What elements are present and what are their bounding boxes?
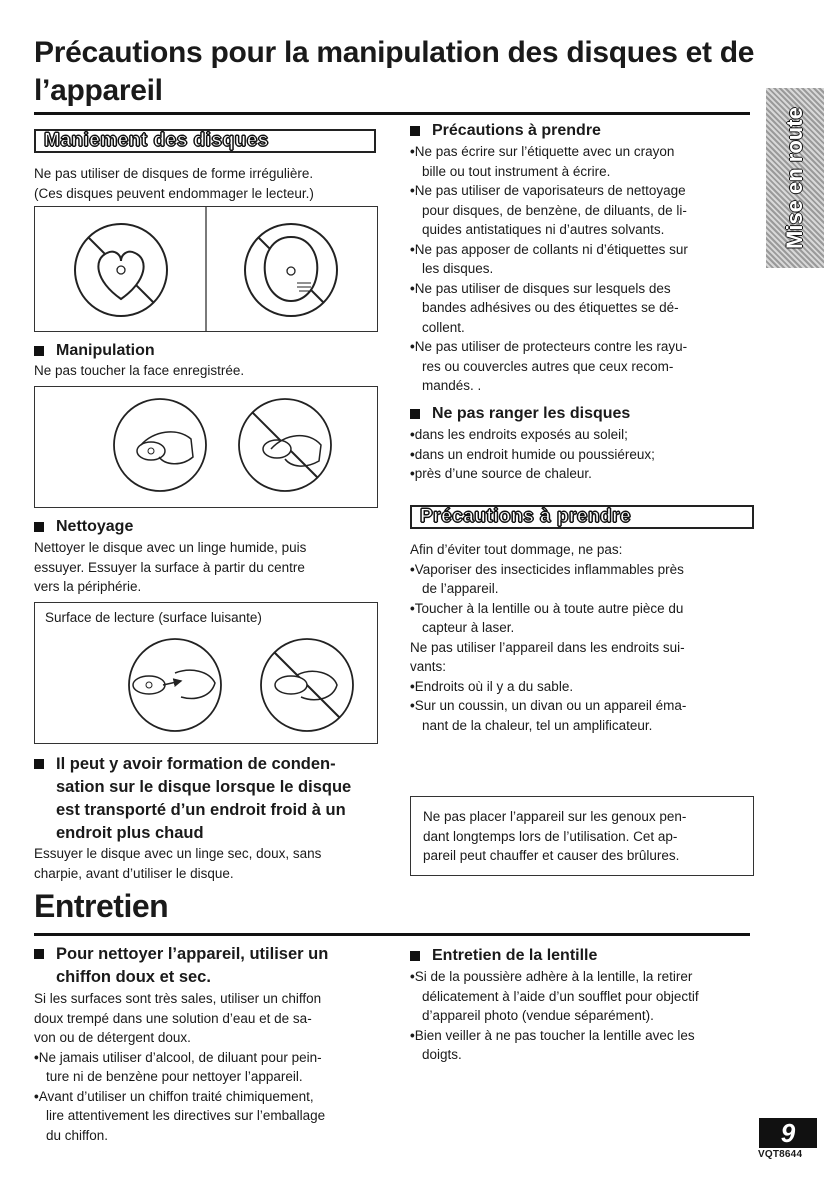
- storage-heading: Ne pas ranger les disques: [410, 403, 630, 425]
- text-line: Si les surfaces sont très sales, utiliser un chiffon: [34, 991, 322, 1006]
- lens-list: [410, 967, 755, 1065]
- irregular-discs-illustration: [35, 207, 377, 331]
- heading-line: sation sur le disque lorsque le disque: [56, 778, 352, 796]
- clean-device-text: [34, 989, 379, 1145]
- heading-line: endroit plus chaud: [56, 824, 204, 842]
- reading-surface-label: Surface de lecture (surface luisante): [45, 610, 262, 625]
- list-item: • Ne pas utiliser de vaporisateurs de nettoyage pour disques, de benzène, de diluants, de li- quides antistatiques ni d’autres solvants.: [410, 181, 755, 240]
- list-item: • Ne pas apposer de collants ni d’étiquettes sur les disques.: [410, 240, 755, 279]
- cleaning-figure: [34, 602, 378, 744]
- list-item: • Endroits où il y a du sable.: [410, 677, 755, 697]
- condensation-text: [34, 844, 379, 883]
- text-line: dant longtemps lors de l’utilisation. Cet ap-: [423, 828, 678, 844]
- text-line: pareil peut chauffer et causer des brûlures.: [423, 848, 680, 863]
- bullet-square: [410, 126, 420, 136]
- manipulation-illustration: [35, 387, 377, 507]
- warning-text: [423, 807, 753, 866]
- lens-heading: Entretien de la lentille: [410, 945, 597, 967]
- device-heading-box: [410, 505, 754, 529]
- model-code: VQT8644: [758, 1149, 803, 1160]
- bullet-square: [410, 951, 420, 961]
- list-item: • Toucher à la lentille ou à toute autre pièce du capteur à laser.: [410, 599, 755, 638]
- bullet-square: [34, 522, 44, 532]
- clean-device-heading: [34, 943, 379, 989]
- manipulation-text: Ne pas toucher la face enregistrée.: [34, 363, 245, 378]
- intro-line: (Ces disques peuvent endommager le lecteur.): [34, 185, 314, 201]
- correct-hold-icon: [114, 399, 206, 491]
- storage-list: [410, 425, 755, 484]
- list-item: • Si de la poussière adhère à la lentille, la retirer délicatement à l’aide d’un soufflet pour objectif d’appareil photo (vendue séparément).: [410, 967, 755, 1026]
- manipulation-figure: [34, 386, 378, 508]
- bullet-square: [34, 949, 44, 959]
- cleaning-illustration: [35, 627, 377, 743]
- text-line: doux trempé dans une solution d’eau et de sa-: [34, 1010, 312, 1026]
- device-text: [410, 540, 755, 735]
- cleaning-heading: Nettoyage: [34, 516, 133, 538]
- intro-line: Ne pas utiliser de disques de forme irrégulière.: [34, 166, 314, 181]
- correct-wipe-icon: [129, 639, 221, 731]
- text-line: vants:: [410, 659, 447, 674]
- device-heading: Précautions à prendre: [420, 506, 632, 527]
- heading-line: chiffon doux et sec.: [56, 968, 211, 986]
- text-line: Afin d’éviter tout dommage, ne pas:: [410, 542, 623, 557]
- text-line: Ne pas placer l’appareil sur les genoux pen-: [423, 809, 687, 824]
- text-line: Essuyer le disque avec un linge sec, doux, sans: [34, 846, 322, 861]
- maintenance-title: Entretien: [34, 888, 169, 924]
- side-tab: [766, 88, 824, 268]
- heart-disc-icon: [75, 224, 167, 316]
- heading-line: est transporté d’un endroit froid à un: [56, 801, 346, 819]
- list-item: • Bien veiller à ne pas toucher la lentille avec les doigts.: [410, 1026, 755, 1065]
- text-line: charpie, avant d’utiliser le disque.: [34, 865, 234, 881]
- list-item: • près d’une source de chaleur.: [410, 464, 755, 484]
- list-item: • Ne pas utiliser de disques sur lesquels des bandes adhésives ou des étiquettes se dé- collent.: [410, 279, 755, 338]
- bullet-square: [410, 409, 420, 419]
- bullet-square: [34, 346, 44, 356]
- irregular-discs-figure: [34, 206, 378, 332]
- odd-shape-disc-icon: [245, 224, 337, 316]
- text-line: vers la périphérie.: [34, 579, 142, 594]
- handling-heading-box: [34, 129, 376, 153]
- side-tab-label: Mise en route: [782, 107, 807, 249]
- page-number: 9: [759, 1118, 817, 1148]
- heading-line: Il peut y avoir formation de conden-: [56, 755, 336, 773]
- cleaning-text: [34, 538, 379, 597]
- text-line: Nettoyer le disque avec un linge humide, puis: [34, 540, 307, 555]
- handling-heading: Maniement des disques: [44, 130, 269, 151]
- text-line: essuyer. Essuyer la surface à partir du centre: [34, 559, 305, 575]
- page-title: Précautions pour la manipulation des disques et de l’appareil: [34, 36, 755, 107]
- title-rule: [34, 112, 750, 115]
- list-item: • Vaporiser des insecticides inflammables près de l’appareil.: [410, 560, 755, 599]
- heading-line: Pour nettoyer l’appareil, utiliser un: [56, 945, 329, 963]
- list-item: • dans un endroit humide ou poussiéreux;: [410, 445, 755, 465]
- handling-intro: [34, 164, 379, 203]
- wrong-wipe-icon: [261, 639, 353, 731]
- list-item: • Ne jamais utiliser d’alcool, de diluant pour pein- ture ni de benzène pour nettoyer l’appareil.: [34, 1048, 379, 1087]
- condensation-heading: [34, 753, 379, 845]
- maintenance-rule: [34, 933, 750, 936]
- list-item: • dans les endroits exposés au soleil;: [410, 425, 755, 445]
- bullet-square: [34, 759, 44, 769]
- precautions-heading: Précautions à prendre: [410, 120, 601, 142]
- list-item: • Ne pas utiliser de protecteurs contre les rayu- res ou couvercles autres que ceux recom- mandés. .: [410, 337, 755, 396]
- list-item: • Sur un coussin, un divan ou un appareil éma- nant de la chaleur, tel un amplificateur.: [410, 696, 755, 735]
- list-item: • Ne pas écrire sur l’étiquette avec un crayon bille ou tout instrument à écrire.: [410, 142, 755, 181]
- list-item: • Avant d’utiliser un chiffon traité chimiquement, lire attentivement les directives sur l’emballage du chiffon.: [34, 1087, 379, 1146]
- precautions-list: [410, 142, 755, 396]
- wrong-hold-icon: [239, 399, 331, 491]
- text-line: Ne pas utiliser l’appareil dans les endroits sui-: [410, 639, 685, 655]
- heat-warning-box: [410, 796, 754, 876]
- text-line: von ou de détergent doux.: [34, 1030, 191, 1045]
- manipulation-heading: Manipulation: [34, 340, 155, 362]
